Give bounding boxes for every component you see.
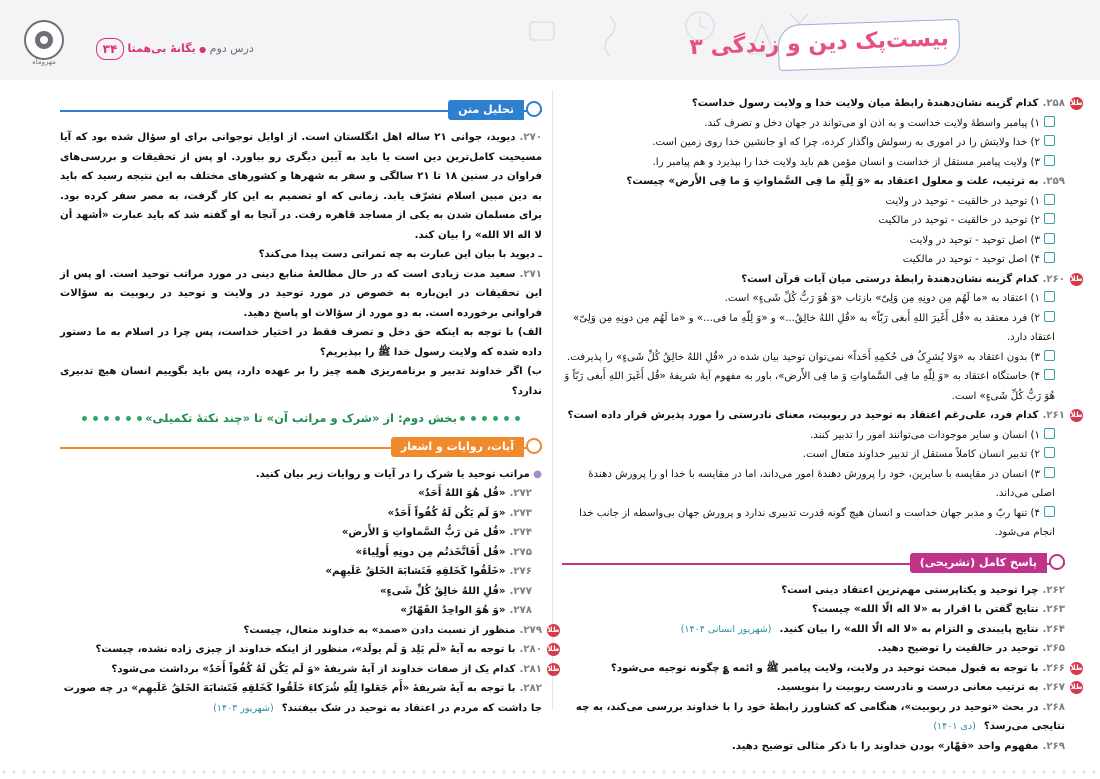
checkbox-icon[interactable] xyxy=(1044,291,1055,302)
footer-dot xyxy=(512,770,515,773)
footer-dot xyxy=(692,770,695,773)
verse-item xyxy=(60,543,542,563)
footer-dot xyxy=(902,770,905,773)
section-title: تحلیل متن xyxy=(448,100,524,120)
test-question xyxy=(562,172,1065,192)
footer-dot xyxy=(562,770,565,773)
footer-dot xyxy=(462,770,465,773)
dot-icon xyxy=(482,416,487,421)
answer-option[interactable] xyxy=(562,348,1065,368)
footer-dot xyxy=(532,770,535,773)
footer-dot xyxy=(762,770,765,773)
checkbox-icon[interactable] xyxy=(1044,233,1055,244)
footer-dot xyxy=(312,770,315,773)
essay-question xyxy=(562,659,1083,679)
footer-dot xyxy=(362,770,365,773)
footer-dot xyxy=(642,770,645,773)
footer-dot xyxy=(82,770,85,773)
paragraph-text: ـ دیوید با بیان این عبارت به چه ثمراتی دست پیدا می‌کند؟ xyxy=(258,249,542,260)
footer-dot xyxy=(2,770,5,773)
essay-question xyxy=(562,600,1065,620)
footer-dot xyxy=(212,770,215,773)
question-number: ۲۶۹. xyxy=(1042,740,1065,752)
footer-dot xyxy=(602,770,605,773)
footer-dot xyxy=(892,770,895,773)
option-text: ۲) خدا ولایتش را در اموری به رسولش واگذار کرده، چرا که او جانشین خدا روی زمین است. xyxy=(652,137,1040,148)
dot-icon xyxy=(104,416,109,421)
footer-dot xyxy=(1002,770,1005,773)
paragraph-text: دیوید، جوانی ۲۱ ساله اهل انگلستان است. از اوایل نوجوانی برای او سؤال شده بود که آیا مسیحیت کامل‌ترین دین است یا باید به آیین دیگری رو بیاورد. او پس از تحقیقات و بررسی‌های فراوان در سنین ۱۸ تا ۲۱ سالگی و سفر به شهرها و کشورهای مختلف به این نتیجه رسید که باید به دین مبین اسلام تشرّف یابد. زمانی که او تصمیم به این کار گرفت، به مصر سفر کرده بود. برای مسلمان شدن به یکی از مساجد قاهره رفت. در آنجا به او گفته شد که باید عبارت «أشهد أن لا اله الا الله» را بیان کند. xyxy=(60,132,542,241)
answer-option[interactable] xyxy=(562,133,1065,153)
footer-dot xyxy=(802,770,805,773)
footer-dot xyxy=(882,770,885,773)
book-brand xyxy=(689,19,960,71)
gold-star-badge: طلا xyxy=(1070,273,1083,286)
question-text: نتایج گفتن با اقرار به «لا اله الّا الله» چیست؟ xyxy=(811,604,1039,615)
footer-dot xyxy=(142,770,145,773)
question-text: کدام گزینه نشان‌دهندهٔ رابطهٔ میان ولایت خدا و ولایت رسول خداست؟ xyxy=(691,98,1039,109)
footer-dot xyxy=(852,770,855,773)
answer-option[interactable] xyxy=(562,192,1065,212)
footer-dot xyxy=(662,770,665,773)
verse-item xyxy=(60,562,542,582)
gold-star-badge: طلا xyxy=(547,624,560,637)
question-number: ۲۶۲. xyxy=(1042,584,1065,596)
footer-dot xyxy=(152,770,155,773)
header-lesson-info: درس دوم ● یگانهٔ بی‌همتا ۳۴ xyxy=(90,38,254,60)
option-text: ۱) انسان و سایر موجودات می‌توانند امور را تدبیر کنند. xyxy=(810,429,1040,441)
footer-dot xyxy=(1072,770,1075,773)
verse-item xyxy=(60,601,542,621)
question-number: ۲۸۲. xyxy=(519,683,542,694)
question-number: ۲۸۰. xyxy=(519,644,542,655)
lesson-label: درس دوم xyxy=(209,42,254,55)
footer-dot xyxy=(222,770,225,773)
answer-option[interactable] xyxy=(562,289,1065,309)
question-text: چرا توحید و یکتاپرستی مهم‌ترین اعتقاد دینی است؟ xyxy=(781,584,1039,596)
question-text: مفهوم واحد «قهّار» بودن خداوند را با ذکر مثالی توضیح دهید. xyxy=(731,740,1039,752)
dot-icon xyxy=(471,416,476,421)
essay-question xyxy=(562,581,1065,601)
dot-icon xyxy=(493,416,498,421)
checkbox-icon[interactable] xyxy=(1044,194,1055,205)
question-number: ۲۷۸. xyxy=(509,605,532,616)
bullet-icon: ● xyxy=(529,468,542,480)
essay-question xyxy=(562,639,1065,659)
checkbox-icon[interactable] xyxy=(1044,311,1055,322)
question-number: ۲۶۷. xyxy=(1042,682,1065,693)
gold-star-badge: طلا xyxy=(547,643,560,656)
test-question xyxy=(562,94,1083,114)
analysis-paragraph xyxy=(60,323,542,362)
footer-dot xyxy=(972,770,975,773)
section-title: پاسخ کامل (تشریحی) xyxy=(910,553,1047,573)
footer-dot xyxy=(952,770,955,773)
footer-dot xyxy=(842,770,845,773)
footer-dot xyxy=(122,770,125,773)
answer-option[interactable] xyxy=(562,426,1065,446)
gold-star-badge: طلا xyxy=(1070,662,1083,675)
checkbox-icon[interactable] xyxy=(1044,135,1055,146)
column-divider xyxy=(552,90,553,710)
footer-dot xyxy=(42,770,45,773)
dot-icon xyxy=(460,416,465,421)
verse-text: «قُل أَفَاتَّخَذتُم مِن دونِهِ أَولِیاءَ» xyxy=(355,546,506,558)
footer-dot xyxy=(292,770,295,773)
verse-question xyxy=(60,621,560,641)
question-text: کدام گزینه نشان‌دهندهٔ رابطهٔ درستی میان آیات قرآن است؟ xyxy=(741,273,1039,285)
dot-icon xyxy=(82,416,87,421)
question-text: توحید در خالقیت را توضیح دهید. xyxy=(877,643,1039,654)
footer-dot xyxy=(722,770,725,773)
footer-dot xyxy=(242,770,245,773)
analysis-paragraph xyxy=(60,128,542,245)
checkbox-icon[interactable] xyxy=(1044,467,1055,478)
question-text: با توجه به آیهٔ شریفهٔ «أَم جَعَلوا لِلّهِ شُرَکاءَ خَلَقُوا کَخَلقِهِ فَتَشابَهَ الخَلقُ عَلَیهِم» در چه صورت جا داشت که مردم در اعتقاد به توحید در شک بیفتند؟ xyxy=(63,683,542,714)
footer-dot xyxy=(672,770,675,773)
question-number: ۲۶۵. xyxy=(1042,643,1065,654)
footer-dot xyxy=(572,770,575,773)
footer-dot xyxy=(12,770,15,773)
answer-option[interactable] xyxy=(562,465,1065,504)
verse-text: «قُل مَن رَبُّ السَّماواتِ وَ الأَرض» xyxy=(341,527,506,538)
checkbox-icon[interactable] xyxy=(1044,506,1055,517)
verses-intro xyxy=(60,465,542,485)
footer-dot xyxy=(942,770,945,773)
question-text: نتایج پایبندی و التزام به «لا اله الّا الله» را بیان کنید. xyxy=(779,623,1039,635)
essay-question xyxy=(562,678,1083,698)
footer-dot xyxy=(552,770,555,773)
analysis-paragraph xyxy=(60,265,542,324)
footer-dot xyxy=(342,770,345,773)
timer-icon xyxy=(526,101,542,117)
footer-dot xyxy=(72,770,75,773)
footer-dot xyxy=(1022,770,1025,773)
question-number: ۲۷۵. xyxy=(509,546,532,558)
footer-dot xyxy=(32,770,35,773)
footer-dot xyxy=(372,770,375,773)
verse-question xyxy=(60,640,560,660)
analysis-paragraph xyxy=(60,245,542,265)
option-text: ۳) ولایت پیامبر مستقل از خداست و انسان مؤمن هم باید ولایت خدا را بپذیرد و هم پیامبر را. xyxy=(652,156,1040,168)
footer-dot xyxy=(772,770,775,773)
footer-dot xyxy=(502,770,505,773)
question-source: (شهریور انسانی ۱۴۰۴) xyxy=(680,623,772,635)
footer-dot xyxy=(962,770,965,773)
paragraph-text: الف) با توجه به اینکه حق دخل و تصرف فقط در اختیار خداست، پس چرا در اسلام به ما دستور داده شده که ولایت رسول خدا ﷺ را بپذیریم؟ xyxy=(60,327,542,358)
footer-dot xyxy=(172,770,175,773)
publisher-logo xyxy=(18,18,70,70)
footer-dot xyxy=(612,770,615,773)
footer-dot xyxy=(422,770,425,773)
footer-dot xyxy=(442,770,445,773)
answer-option[interactable] xyxy=(562,211,1065,231)
option-text: ۲) توحید در خالقیت - توحید در مالکیت xyxy=(878,215,1040,226)
paragraph-text: سعید مدت زیادی است که در حال مطالعهٔ منابع دینی در مورد مراتب توحید است. او پس از این تحقیقات در این‌باره به خصوص در مورد توحید در ولایت و توحید در ربوبیت به سؤالات فراوانی برخورده است. به دو مورد از سؤالات او پاسخ دهید. xyxy=(60,268,542,319)
gold-star-badge: طلا xyxy=(547,663,560,676)
dot-icon xyxy=(515,416,520,421)
footer-dot xyxy=(622,770,625,773)
essay-question xyxy=(562,737,1065,757)
footer-dot xyxy=(272,770,275,773)
test-question xyxy=(562,270,1083,290)
essay-question xyxy=(562,698,1065,737)
question-source: (دی ۱۴۰۱) xyxy=(933,721,976,732)
dot-icon xyxy=(93,416,98,421)
question-source: (شهریور ۱۴۰۳) xyxy=(213,702,274,714)
footer-dot xyxy=(1012,770,1015,773)
footer-dot xyxy=(982,770,985,773)
essay-question xyxy=(562,620,1065,640)
verse-text: «وَ لَم یَکُن لَهُ کُفُواً أَحَدٌ» xyxy=(387,507,506,519)
answer-option[interactable] xyxy=(562,250,1065,270)
footer-dot xyxy=(712,770,715,773)
verse-item xyxy=(60,582,542,602)
section-bar-text-analysis xyxy=(60,100,542,120)
question-number: ۲۷۱. xyxy=(519,268,542,280)
footer-dot xyxy=(452,770,455,773)
question-text: کدام یک از صفات خداوند از آیهٔ شریفهٔ «وَ لَم یَکُن لَهُ کُفُواً أَحَدٌ» برداشت می‌شود؟ xyxy=(111,663,516,675)
dot-icon xyxy=(115,416,120,421)
footer-dot xyxy=(332,770,335,773)
option-text: ۱) توحید در خالقیت - توحید در ولایت xyxy=(885,195,1040,207)
footer-dot xyxy=(232,770,235,773)
question-number: ۲۷۲. xyxy=(509,488,532,499)
footer-dot xyxy=(992,770,995,773)
question-number: ۲۷۰. xyxy=(519,132,542,143)
option-text: ۳) انسان در مقایسه با سایرین، خود را پرورش دهندهٔ امور می‌داند، اما در مقایسه با خدا او را پرورش دهندهٔ اصلی می‌داند. xyxy=(588,468,1055,499)
footer-dot xyxy=(1052,770,1055,773)
footer-dots-icon xyxy=(0,765,1100,779)
footer-dot xyxy=(1092,770,1095,773)
logo-text: مهروماه xyxy=(32,58,56,66)
option-text: ۴) تنها ربّ و مدبر جهان خداست و انسان هیچ گونه قدرت تدبیری ندارد و پرورش جهان بی‌واسطه از جانب خدا انجام می‌شود. xyxy=(579,507,1055,538)
section-bar-essay xyxy=(562,553,1065,573)
dots-left-icon xyxy=(79,411,145,425)
option-text: ۳) اصل توحید - توحید در ولایت xyxy=(909,234,1040,246)
answer-option[interactable] xyxy=(562,504,1065,543)
footer-dot xyxy=(1082,770,1085,773)
verse-item xyxy=(60,484,542,504)
footer-dot xyxy=(432,770,435,773)
question-text: منظور از نسبت دادن «صمد» به خداوند متعال، چیست؟ xyxy=(243,624,516,636)
footer-dot xyxy=(812,770,815,773)
option-text: ۱) اعتقاد به «ما لَهُم مِن دونِهِ مِن وَلِیّ» بازتاب «وَ هُوَ رَبُّ کُلِّ شَیءٍ» است. xyxy=(724,293,1040,304)
timer-icon xyxy=(526,438,542,454)
option-text: ۱) پیامبر واسطهٔ ولایت خداست و به اذن او می‌تواند در جهان دخل و تصرف کند. xyxy=(704,117,1040,129)
timer-icon xyxy=(1049,554,1065,570)
footer-dot xyxy=(162,770,165,773)
brand-title: بیست‌پک دین و زندگی ۳ xyxy=(689,26,950,61)
footer-dot xyxy=(652,770,655,773)
footer-dot xyxy=(932,770,935,773)
verse-item xyxy=(60,504,542,524)
question-number: ۲۷۶. xyxy=(509,566,532,577)
answer-option[interactable] xyxy=(562,114,1065,134)
checkbox-icon[interactable] xyxy=(1044,447,1055,458)
footer-dot xyxy=(302,770,305,773)
footer-dot xyxy=(52,770,55,773)
question-number: ۲۶۰. xyxy=(1042,273,1065,285)
verse-item xyxy=(60,523,542,543)
paragraph-text: ب) اگر خداوند تدبیر و برنامه‌ریزی همه چیز را بر عهده دارد، پس باید بگوییم انسان هیچ تدبیری ندارد؟ xyxy=(60,366,542,397)
footer-dot xyxy=(922,770,925,773)
option-text: ۴) اصل توحید - توحید در مالکیت xyxy=(902,254,1040,265)
footer-dot xyxy=(1062,770,1065,773)
question-text: کدام فرد، علی‌رغم اعتقاد به توحید در ربوبیت، معنای نادرستی را مورد پذیرش قرار داده است؟ xyxy=(567,410,1039,421)
question-number: ۲۸۱. xyxy=(519,663,542,675)
question-text: در بحث «توحید در ربوبیت»، هنگامی که کشاورز رابطهٔ خود را با خداوند بررسی می‌کند، به چه نتایجی می‌رسد؟ xyxy=(575,701,1065,732)
question-text: به ترتیب معانی درست و نادرست ربوبیت را بنویسید. xyxy=(776,682,1039,693)
footer-dot xyxy=(132,770,135,773)
footer-dot xyxy=(742,770,745,773)
series-title: یگانهٔ بی‌همتا xyxy=(127,42,196,55)
intro-text: مراتب توحید یا شرک را در آیات و روایات زیر بیان کنید. xyxy=(255,468,530,480)
footer-dot xyxy=(382,770,385,773)
footer-dot xyxy=(1032,770,1035,773)
footer-dot xyxy=(702,770,705,773)
footer-dot xyxy=(822,770,825,773)
option-text: ۲) تدبیر انسان کاملاً مستقل از تدبیر خداوند متعال است. xyxy=(802,449,1040,460)
footer-dot xyxy=(632,770,635,773)
footer-dot xyxy=(582,770,585,773)
footer-dot xyxy=(592,770,595,773)
test-question xyxy=(562,406,1083,426)
question-number: ۲۷۷. xyxy=(509,585,532,597)
dots-right-icon xyxy=(457,411,523,425)
page-header xyxy=(0,0,1100,80)
footer-dot xyxy=(62,770,65,773)
footer-dot xyxy=(752,770,755,773)
footer-dot xyxy=(472,770,475,773)
gold-star-badge: طلا xyxy=(1070,409,1083,422)
checkbox-icon[interactable] xyxy=(1044,155,1055,166)
footer-dot xyxy=(322,770,325,773)
checkbox-icon[interactable] xyxy=(1044,369,1055,380)
footer-dot xyxy=(522,770,525,773)
question-number: ۲۶۱. xyxy=(1042,410,1065,421)
verse-question xyxy=(60,679,542,718)
question-number: ۲۷۴. xyxy=(509,527,532,538)
verse-text: «قُل هُوَ اللهُ أَحَدٌ» xyxy=(418,488,506,499)
dot-icon xyxy=(137,416,142,421)
footer-dot xyxy=(732,770,735,773)
part-heading xyxy=(60,409,542,429)
footer-dot xyxy=(252,770,255,773)
question-text: با توجه به آیهٔ «لَم یَلِد وَ لَم یولَد»، منظور از اینکه خداوند از چیزی زاده نشده، چیست؟ xyxy=(95,644,516,655)
section-title: آیات، روایات و اشعار xyxy=(391,437,524,457)
question-number: ۲۷۳. xyxy=(509,507,532,519)
question-number: ۲۵۸. xyxy=(1042,98,1065,109)
footer-dot xyxy=(872,770,875,773)
gold-star-badge: طلا xyxy=(1070,97,1083,110)
checkbox-icon[interactable] xyxy=(1044,116,1055,127)
verse-text: «وَ هُوَ الواحِدُ القَهّارُ» xyxy=(400,605,506,616)
question-number: ۲۶۳. xyxy=(1042,604,1065,615)
footer-dot xyxy=(412,770,415,773)
footer-dot xyxy=(832,770,835,773)
footer-dot xyxy=(782,770,785,773)
dot-icon xyxy=(126,416,131,421)
gold-star-badge: طلا xyxy=(1070,681,1083,694)
footer-dot xyxy=(352,770,355,773)
answer-option[interactable] xyxy=(562,309,1065,348)
option-text: ۳) بدون اعتقاد به «وَلا یُشرِکُ فی حُکمِهِ أَحَداً» نمی‌توان توحید بیان شده در «قُلِ اللهُ خالِقُ کُلِّ شَیءٍ» را پذیرفت. xyxy=(566,351,1040,363)
question-number: ۲۶۸. xyxy=(1042,701,1065,713)
answer-option[interactable] xyxy=(562,367,1065,406)
question-number: ۲۶۶. xyxy=(1042,662,1065,674)
verse-text: «خَلَقُوا کَخَلقِهِ فَتَشابَهَ الخَلقُ عَلَیهِم» xyxy=(325,566,506,577)
answer-option[interactable] xyxy=(562,231,1065,251)
option-text: ۲) فرد معتقد به «قُل أَغَیرَ اللهِ أَبغی رَبّاً» به «قُلِ اللهُ خالِقُ...» و «وَ لِلّهِ ما فی...» و «ما لَهُم مِن دونِهِ مِن وَلِیّ» اعتقاد دارد. xyxy=(573,312,1055,343)
option-text: ۴) خاستگاه اعتقاد به «وَ لِلّهِ ما فِی السَّماواتِ وَ ما فِی الأَرض»، باور به مفهوم آیهٔ شریفهٔ «قُل أَغَیرَ اللهِ أَبغی رَبّاً وَ هُوَ رَبُّ کُلِّ شَیءٍ» است. xyxy=(564,371,1055,402)
answer-option[interactable] xyxy=(562,445,1065,465)
part-title: بخش دوم: از «شرک و مراتب آن» تا «چند نکتهٔ تکمیلی» xyxy=(145,411,457,425)
right-column xyxy=(562,94,1083,756)
footer-dot xyxy=(792,770,795,773)
section-bar-verses xyxy=(60,437,542,457)
footer-dot xyxy=(262,770,265,773)
footer-dot xyxy=(402,770,405,773)
footer-dot xyxy=(542,770,545,773)
checkbox-icon[interactable] xyxy=(1044,428,1055,439)
checkbox-icon[interactable] xyxy=(1044,213,1055,224)
footer-dot xyxy=(282,770,285,773)
footer-dot xyxy=(862,770,865,773)
analysis-paragraph xyxy=(60,362,542,401)
footer-dot xyxy=(682,770,685,773)
footer-dot xyxy=(202,770,205,773)
verse-question xyxy=(60,660,560,680)
footer-dot xyxy=(1042,770,1045,773)
question-text: با توجه به قبول مبحث توحید در ولایت، ولایت پیامبر ﷺ و ائمه ؏ چگونه توجیه می‌شود؟ xyxy=(610,662,1039,674)
footer-dot xyxy=(392,770,395,773)
footer-dot xyxy=(102,770,105,773)
footer-dot xyxy=(482,770,485,773)
dot-icon xyxy=(504,416,509,421)
left-column xyxy=(60,94,560,718)
footer-dot xyxy=(492,770,495,773)
page-number: ۳۴ xyxy=(96,38,124,60)
checkbox-icon[interactable] xyxy=(1044,350,1055,361)
question-number: ۲۵۹. xyxy=(1042,176,1065,187)
verse-text: «قُلِ اللهُ خالِقُ کُلِّ شَیءٍ» xyxy=(379,585,506,597)
footer-dot xyxy=(192,770,195,773)
footer-dot xyxy=(182,770,185,773)
footer-dot xyxy=(92,770,95,773)
checkbox-icon[interactable] xyxy=(1044,252,1055,263)
answer-option[interactable] xyxy=(562,153,1065,173)
question-text: به ترتیب، علت و معلول اعتقاد به «وَ لِلّهِ ما فِی السَّماواتِ وَ ما فِی الأَرض» چیست؟ xyxy=(626,176,1039,187)
footer-dot xyxy=(112,770,115,773)
footer-dot xyxy=(22,770,25,773)
question-number: ۲۷۹. xyxy=(519,624,542,636)
footer-dot xyxy=(912,770,915,773)
question-number: ۲۶۴. xyxy=(1042,623,1065,635)
